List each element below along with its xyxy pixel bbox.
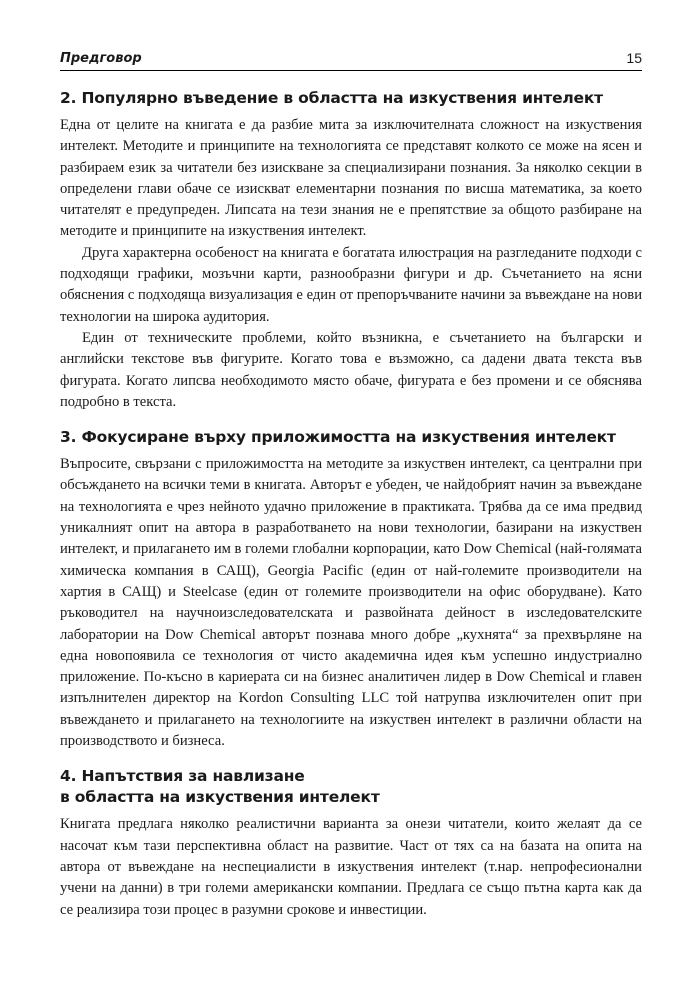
paragraph: Една от целите на книгата е да разбие мита за изключителната сложност на изкуствения интелект. Методите и принципите на технологията се представят колкото се може на ясен и разбираем език за читатели без изискване за специализирани познания. За няколко секции в определени глави обаче се изискват елементарни познания по висша математика, за което читателят е предупреден. Липсата на тези знания не е препятствие за общото разбиране на методите и принципите на изкуствения интелект. [60, 117, 642, 240]
paragraph: Книгата предлага няколко реалистични варианта за онези читатели, които желаят да се насочат към тази перспективна област на развитие. Част от тях са на базата на опита на автора от въвеждане на неспециалисти в изкуствения интелект (т.нар. непрофесионални учени на данни) в три големи американски компании. Предлага се също пътна карта как да се реализира този процес в разумни срокове и инвестиции. [60, 816, 642, 918]
page-content [60, 88, 642, 935]
section-heading-line: 4. Напътствия за навлизане [60, 767, 305, 786]
running-header [60, 48, 642, 71]
paragraph: Един от техническите проблеми, който възникна, е съчетанието на български и английски текстове във фигурите. Когато това е възможно, са дадени двата текста във фигурата. Когато липсва необходимото място обаче, фигурата е без промени и се обяснява подробно в текста. [60, 329, 642, 410]
section-heading [60, 766, 642, 808]
running-header-section: Предговор [60, 51, 142, 66]
paragraph: Друга характерна особеност на книгата е богатата илюстрация на разгледаните подходи с подходящи графики, мозъчни карти, разнообразни фигури и др. Съчетанието на ясни обяснения с подходяща визуализация е един от препоръчваните начини за въвеждане на нови технологии на широка аудитория. [60, 244, 642, 325]
section-heading: 2. Популярно въведение в областта на изкуствения интелект [60, 89, 603, 107]
section-4 [60, 766, 642, 920]
section-heading-line: в областта на изкуствения интелект [60, 788, 380, 807]
paragraph: Въпросите, свързани с приложимостта на методите за изкуствен интелект, са централни при обсъждането на всички теми в книгата. Авторът е убеден, че найдобрият начин за въвеждане на технологията е чрез нейното удачно приложение в практиката. Трябва да се има предвид уникалният опит на автора в разработването на нови технологии, базирани на изкуствен интелект, и прилагането им в големи глобални корпорации, като Dow Chemical (най-голямата химическа компания в САЩ), Georgia Pacific (един от най-големите производители на хартия в САЩ) и Steelcase (един от големите производители на офис оборудване). Като ръководител на научноизследователската и развойната дейност в изследователските лаборатории на Dow Chemical авторът познава много добре „кухнята“ за прехвърляне на една новопоявила се технология от чисто академична идея към успешно индустриално приложение. По-късно в кариерата си на бизнес аналитичен лидер в Dow Chemical и главен изпълнителен директор на Kordon Consulting LLC той натрупва изключителен опит при въвеждането и прилагането на технологиите на изкуствен интелект в различни области на производството и бизнеса. [60, 456, 642, 750]
section-heading: 3. Фокусиране върху приложимостта на изкуствения интелект [60, 428, 616, 447]
page-number: 15 [626, 50, 642, 66]
section-2 [60, 88, 642, 413]
section-3 [60, 427, 642, 752]
